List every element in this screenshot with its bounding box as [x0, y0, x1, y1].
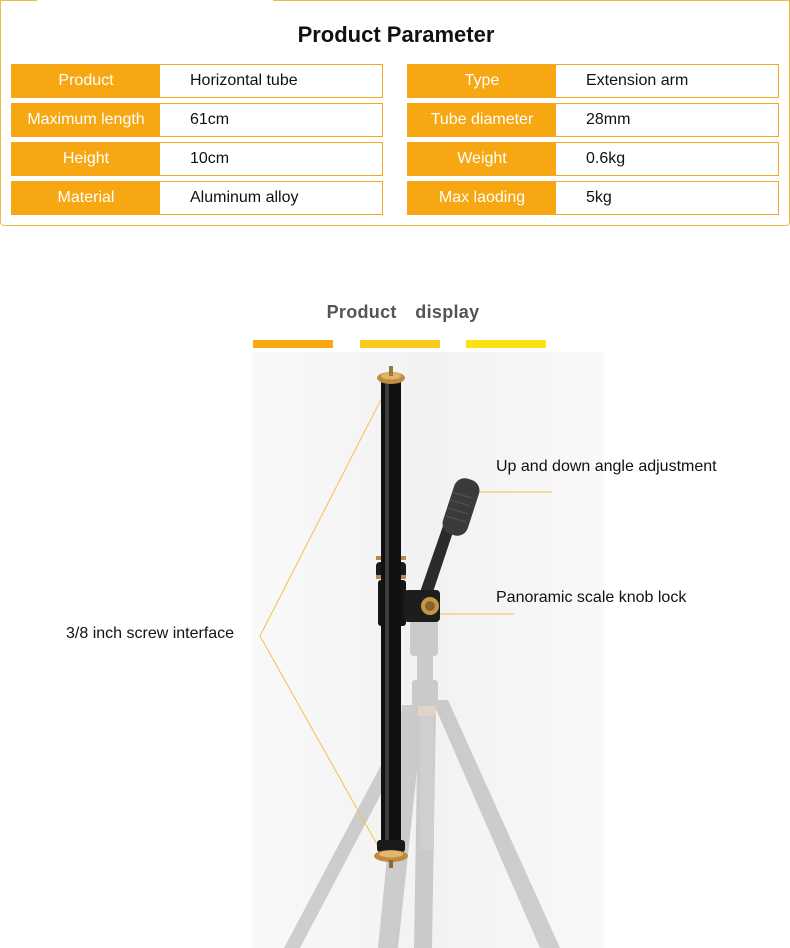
param-row-material [11, 181, 383, 215]
param-key: Max laoding [408, 182, 556, 214]
callout-screw-interface: 3/8 inch screw interface [66, 625, 235, 642]
parameter-title: Product Parameter [297, 22, 495, 47]
param-key: Tube diameter [408, 104, 556, 136]
param-key: Weight [408, 143, 556, 175]
param-value: 61cm [190, 111, 230, 128]
param-key: Maximum length [12, 104, 160, 136]
param-key: Type [408, 65, 556, 97]
param-key: Height [12, 143, 160, 175]
accent-bar-yellow [466, 340, 546, 348]
param-value: Horizontal tube [190, 72, 298, 89]
param-value: 28mm [586, 111, 631, 128]
parameter-column-left [11, 64, 383, 220]
param-value: 5kg [586, 189, 612, 206]
param-row-max-loading [407, 181, 779, 215]
display-title: Product display [326, 302, 480, 322]
callout-angle-adjustment: Up and down angle adjustment [496, 458, 717, 475]
param-row-weight [407, 142, 779, 176]
param-row-tube-diameter [407, 103, 779, 137]
accent-bar-gold [360, 340, 440, 348]
param-row-type [407, 64, 779, 98]
param-value: 10cm [190, 150, 230, 167]
parameter-column-right [407, 64, 779, 220]
param-value: Aluminum alloy [190, 189, 299, 206]
param-row-max-length [11, 103, 383, 137]
product-photo-background [252, 352, 604, 948]
param-value: Extension arm [586, 72, 689, 89]
accent-bar-orange [253, 340, 333, 348]
param-key: Product [12, 65, 160, 97]
callout-knob-lock: Panoramic scale knob lock [496, 589, 687, 606]
param-key: Material [12, 182, 160, 214]
param-row-height [11, 142, 383, 176]
param-row-product [11, 64, 383, 98]
param-value: 0.6kg [586, 150, 626, 167]
product-parameter-panel [0, 0, 790, 226]
